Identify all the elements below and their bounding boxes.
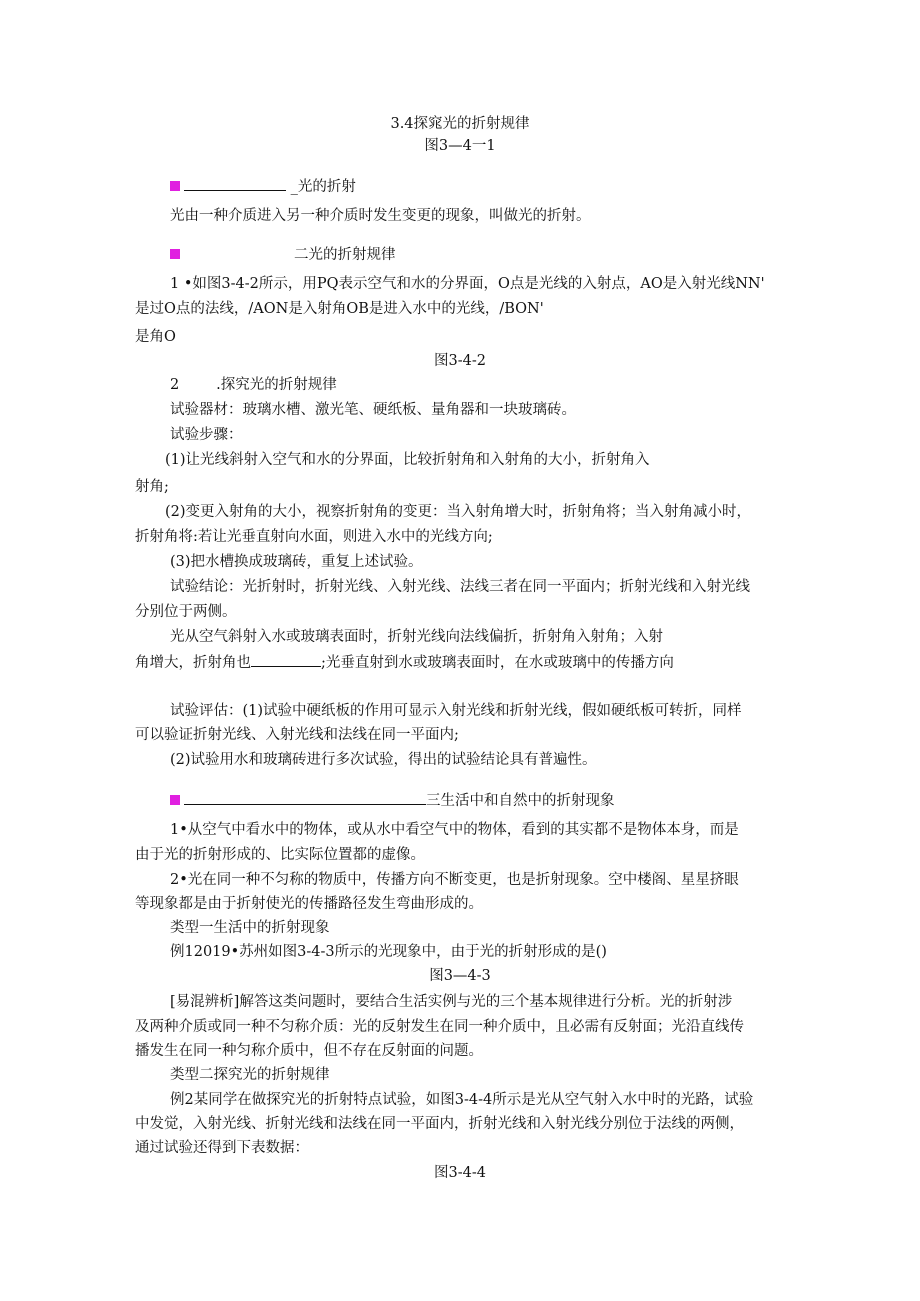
type-2-heading: 类型二探究光的折射规律 <box>170 1067 330 1083</box>
analysis-line-2: 及两种介质或同一种不匀称介质：光的反射发生在同一种介质中，且必需有反射面；光沿直线传 <box>135 1019 744 1035</box>
section-heading-3 <box>170 790 615 811</box>
section-label: 三生活中和自然中的折射现象 <box>426 793 615 809</box>
figure-caption-1: 图3—4一1 <box>424 138 496 154</box>
item-1-line-1: 1 •如图3-4-2所示，用PQ表示空气和水的分界面，O点是光线的入射点，AO是入射光线NN' <box>170 276 765 292</box>
figure-caption-3: 图3—4-3 <box>429 968 491 984</box>
step-1-line-2: 射角; <box>135 479 169 495</box>
item-1-line-2: 是过O点的法线，/AON是入射角OB是进入水中的光线，/BON' <box>135 301 544 317</box>
blank-line <box>184 790 426 805</box>
section-label: 二光的折射规律 <box>294 247 396 263</box>
example-2-line-1: 例2某同学在做探究光的折射特点试验，如图3-4-4所示是光从空气射入水中时的光路，试验 <box>170 1092 754 1108</box>
life-1-line-1: 1•从空气中看水中的物体，或从水中看空气中的物体，看到的其实都不是物体本身，而是 <box>170 822 739 838</box>
example-1: 例12019•苏州如图3-4-3所示的光现象中，由于光的折射形成的是() <box>170 944 607 960</box>
analysis-line-1: [易混辨析]解答这类问题时，要结合生活实例与光的三个基本规律进行分析。光的折射涉 <box>170 994 733 1010</box>
evaluation-line-2: 可以验证折射光线、入射光线和法线在同一平面内; <box>135 727 459 743</box>
type-1-heading: 类型一生活中的折射现象 <box>170 920 330 936</box>
step-2-line-1: (2)变更入射角的大小，视察折射角的变更：当入射角增大时，折射角将；当入射角减小时， <box>165 504 752 520</box>
blank-line <box>251 652 321 667</box>
bullet-square-icon <box>170 181 180 191</box>
example-2-line-2: 中发觉，入射光线、折射光线和法线在同一平面内，折射光线和入射光线分别位于法线的两侧， <box>135 1116 744 1132</box>
conclusion-line-1: 试验结论：光折射时，折射光线、入射光线、法线三者在同一平面内；折射光线和入射光线 <box>170 579 750 595</box>
bullet-square-icon <box>170 249 180 259</box>
section-heading-2 <box>170 245 396 265</box>
analysis-line-3: 播发生在同一种匀称介质中，但不存在反射面的问题。 <box>135 1043 483 1059</box>
item-2-heading: 2 .探究光的折射规律 <box>170 377 337 393</box>
item-1-line-3: 是角O <box>135 329 176 345</box>
conclusion-line-2: 分别位于两侧。 <box>135 604 237 620</box>
step-1-line-1: (1)让光线斜射入空气和水的分界面，比较折射角和入射角的大小，折射角入 <box>165 452 650 468</box>
life-1-line-2: 由于光的折射形成的、比实际位置都的虚像。 <box>135 847 425 863</box>
blank-line <box>184 176 286 191</box>
definition-paragraph: 光由一种介质进入另一种介质时发生变更的现象，叫做光的折射。 <box>170 208 591 224</box>
example-2-line-3: 通过试验还得到下表数据： <box>135 1140 309 1156</box>
step-3: (3)把水槽换成玻璃砖，重复上述试验。 <box>170 554 423 570</box>
step-2-line-2: 折射角将:若让光垂直射向水面，则进入水中的光线方向; <box>135 529 493 545</box>
equipment-text: 试验器材：玻璃水槽、激光笔、硬纸板、量角器和一块玻璃砖。 <box>170 402 576 418</box>
page-title: 3.4探窕光的折射规律 <box>390 116 530 132</box>
life-2-line-1: 2•光在同一种不匀称的物质中，传播方向不断变更，也是折射现象。空中楼阁、星星挤眼 <box>170 872 739 888</box>
evaluation-line-3: (2)试验用水和玻璃砖进行多次试验，得出的试验结论具有普遍性。 <box>170 752 597 768</box>
bullet-square-icon <box>170 795 180 805</box>
figure-caption-4: 图3-4-4 <box>434 1165 486 1181</box>
section-heading-1 <box>170 176 356 197</box>
life-2-line-2: 等现象都是由于折射使光的传播路径发生弯曲形成的。 <box>135 896 483 912</box>
evaluation-line-1: 试验评估：(1)试验中硬纸板的作用可显示入射光线和折射光线，假如硬纸板可转折，同样 <box>170 703 742 719</box>
figure-caption-2: 图3-4-2 <box>434 353 486 369</box>
steps-label: 试验步骤： <box>170 427 243 443</box>
section-label: _光的折射 <box>290 179 356 195</box>
conclusion-2-line-2: 角增大，折射角也 ;光垂直射到水或玻璃表面时，在水或玻璃中的传播方向 <box>135 652 674 673</box>
conclusion-2-line-1: 光从空气斜射入水或玻璃表面时，折射光线向法线偏折，折射角入射角；入射 <box>170 629 663 645</box>
